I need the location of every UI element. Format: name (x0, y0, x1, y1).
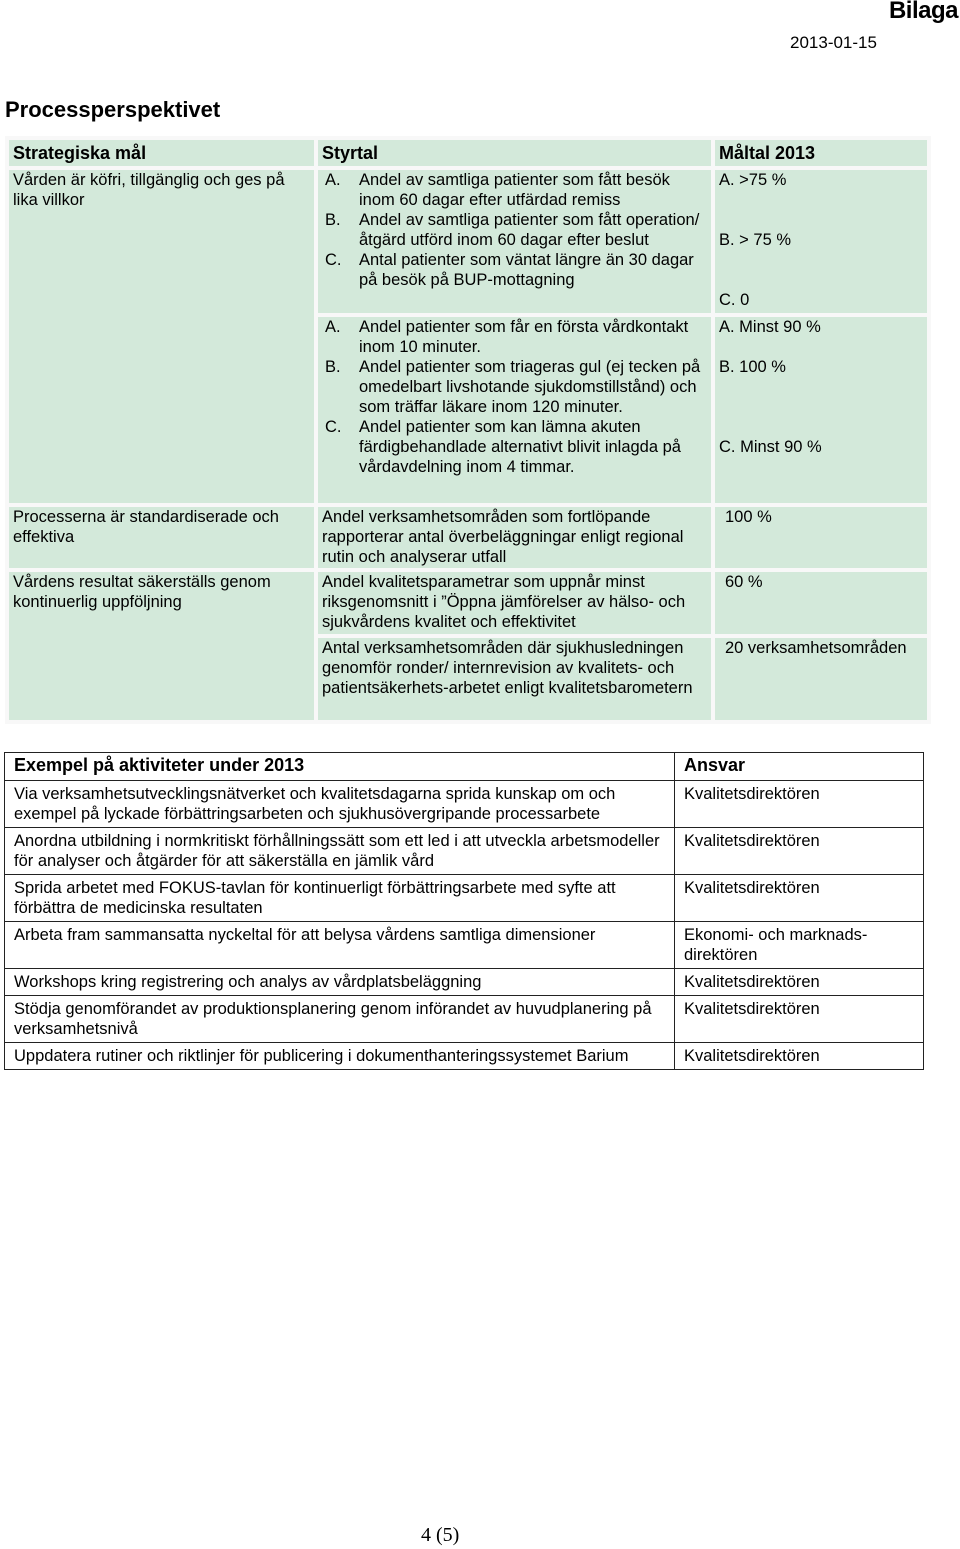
examples-table (4, 752, 924, 1070)
responsible-cell: Kvalitetsdirektören (675, 1043, 924, 1070)
metric-item (322, 170, 707, 210)
item-letter: A. (325, 318, 341, 336)
process-table (5, 136, 931, 724)
metric-cell-3 (318, 507, 711, 568)
metric-cell-5 (318, 638, 711, 720)
item-letter: C. (325, 251, 342, 269)
table-row (5, 996, 924, 1043)
item-text: Andel av samtliga patienter som fått besök inom 60 dagar efter utfärdad remiss (359, 171, 670, 209)
target-cell-3 (715, 507, 927, 568)
target-cell-4 (715, 572, 927, 634)
target-value: 20 verksamhetsområden (725, 639, 907, 657)
responsible-cell: Kvalitetsdirektören (675, 969, 924, 996)
responsible-cell: Kvalitetsdirektören (675, 875, 924, 922)
item-letter: C. (325, 418, 342, 436)
metric-cell-4 (318, 572, 711, 634)
goal-text: Vården är köfri, tillgänglig och ges på lika villkor (13, 171, 285, 209)
responsible-cell: Ekonomi- och marknads-direktören (675, 922, 924, 969)
section-title: Processperspektivet (5, 97, 221, 122)
header-strategic-goal: Strategiska mål (9, 140, 314, 166)
target-cell-5 (715, 638, 927, 720)
target-value: A. >75 % (719, 171, 787, 189)
metric-item (322, 417, 707, 477)
target-value: A. Minst 90 % (719, 318, 821, 336)
activity-cell: Arbeta fram sammansatta nyckeltal för att belysa vårdens samtliga dimensioner (5, 922, 675, 969)
item-text: Antal patienter som väntat längre än 30 dagar på besök på BUP-mottagning (359, 251, 694, 289)
activity-cell: Sprida arbetet med FOKUS-tavlan för kontinuerligt förbättringsarbete med syfte att förbättra de medicinska resultaten (5, 875, 675, 922)
header-metric: Styrtal (318, 140, 711, 166)
responsible-cell: Kvalitetsdirektören (675, 828, 924, 875)
item-text: Andel patienter som triageras gul (ej tecken på omedelbart livshotande sjukdomstillstånd) och som träffar läkare inom 120 minuter. (359, 358, 701, 416)
item-letter: B. (325, 358, 341, 376)
page-number: 4 (5) (421, 1524, 460, 1546)
target-value: 60 % (725, 573, 763, 591)
goal-cell-3 (9, 572, 314, 720)
goal-cell-2 (9, 507, 314, 568)
goal-text: Vårdens resultat säkerställs genom kontinuerlig uppföljning (13, 573, 271, 611)
table-row (5, 1043, 924, 1070)
activity-cell: Workshops kring registrering och analys av vårdplatsbeläggning (5, 969, 675, 996)
target-value: B. 100 % (719, 358, 786, 376)
table-row (5, 922, 924, 969)
target-value: 100 % (725, 508, 772, 526)
table-row (5, 875, 924, 922)
appendix-label: Bilaga (888, 0, 958, 24)
header-responsible: Ansvar (675, 753, 924, 781)
metric-text: Andel verksamhetsområden som fortlöpande rapporterar antal överbeläggningar enligt regional rutin och analyserar utfall (322, 508, 684, 566)
metric-item (322, 357, 707, 417)
activity-cell: Stödja genomförandet av produktionsplanering genom införandet av huvudplanering på verksamhetsnivå (5, 996, 675, 1043)
goal-cell-1 (9, 170, 314, 503)
metric-group-2 (318, 317, 711, 503)
responsible-cell: Kvalitetsdirektören (675, 781, 924, 828)
goal-text: Processerna är standardiserade och effektiva (13, 508, 279, 546)
item-letter: B. (325, 211, 341, 229)
item-letter: A. (325, 171, 341, 189)
header-target: Måltal 2013 (715, 140, 927, 166)
header-activity: Exempel på aktiviteter under 2013 (5, 753, 675, 781)
metric-text: Andel kvalitetsparametrar som uppnår minst riksgenomsnitt i ”Öppna jämförelser av hälso- och sjukvårdens kvalitet och effektivitet (322, 573, 686, 631)
metric-item (322, 317, 707, 357)
item-text: Andel patienter som får en första vårdkontakt inom 10 minuter. (359, 318, 689, 356)
metric-item (322, 250, 707, 290)
metric-text: Antal verksamhetsområden där sjukhusledningen genomför ronder/ internrevision av kvalitets- och patientsäkerhets-arbetet enligt kvalitetsbarometern (322, 639, 693, 697)
target-value: B. > 75 % (719, 231, 792, 249)
table-header-row (5, 753, 924, 781)
metric-item (322, 210, 707, 250)
table-row (5, 969, 924, 996)
target-value: C. Minst 90 % (719, 438, 822, 456)
table-row (5, 828, 924, 875)
target-group-1 (715, 170, 927, 313)
activity-cell: Via verksamhetsutvecklingsnätverket och kvalitetsdagarna sprida kunskap om och exempel på lyckade förbättringsarbeten och sjukhusövergripande processarbete (5, 781, 675, 828)
activity-cell: Uppdatera rutiner och riktlinjer för publicering i dokumenthanteringssystemet Barium (5, 1043, 675, 1070)
target-group-2 (715, 317, 927, 503)
table-row (5, 781, 924, 828)
target-value: C. 0 (719, 291, 750, 309)
metric-group-1 (318, 170, 711, 313)
responsible-cell: Kvalitetsdirektören (675, 996, 924, 1043)
document-date: 2013-01-15 (790, 33, 877, 52)
item-text: Andel av samtliga patienter som fått operation/åtgärd utförd inom 60 dagar efter beslut (359, 211, 700, 249)
item-text: Andel patienter som kan lämna akuten färdigbehandlade alternativt blivit inlagda på vårdavdelning inom 4 timmar. (359, 418, 681, 476)
activity-cell: Anordna utbildning i normkritiskt förhållningssätt som ett led i att utveckla arbetsmodeller för analyser och åtgärder för att säkerställa en jämlik vård (5, 828, 675, 875)
